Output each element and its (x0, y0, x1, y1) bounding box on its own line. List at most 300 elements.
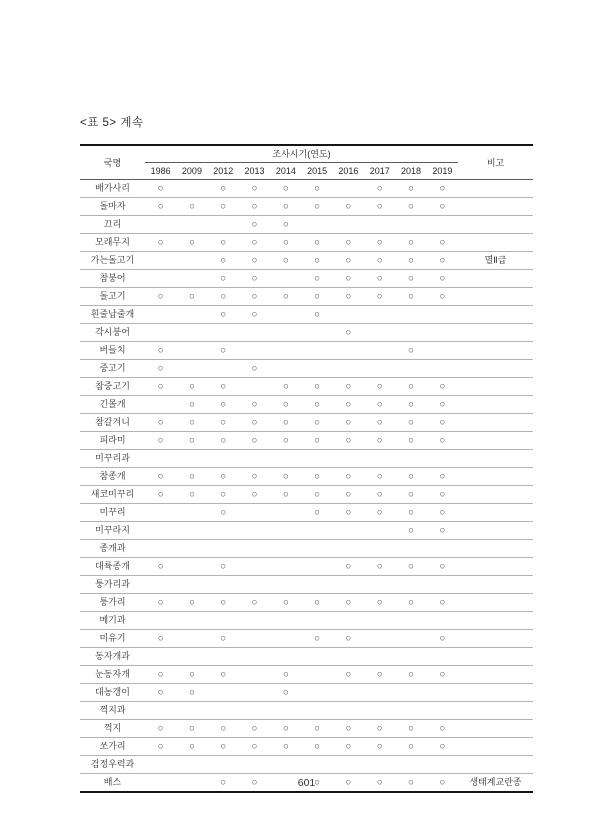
mark-cell (364, 684, 395, 702)
year-header: 2017 (364, 163, 395, 180)
mark-cell (239, 540, 270, 558)
mark-cell: ○ (301, 252, 332, 270)
mark-cell (145, 270, 176, 288)
mark-cell (145, 522, 176, 540)
table-row (80, 450, 533, 468)
mark-cell (270, 558, 301, 576)
mark-cell (301, 684, 332, 702)
mark-cell: ○ (176, 234, 207, 252)
mark-cell (239, 324, 270, 342)
mark-cell: ○ (395, 342, 426, 360)
mark-cell (395, 324, 426, 342)
mark-cell (239, 522, 270, 540)
mark-cell: ○ (270, 288, 301, 306)
mark-cell: ○ (145, 558, 176, 576)
mark-cell (208, 360, 239, 378)
mark-cell (364, 540, 395, 558)
year-header: 2012 (208, 163, 239, 180)
mark-cell: ○ (427, 522, 458, 540)
mark-cell (333, 180, 364, 198)
table-row (80, 702, 533, 720)
mark-cell: ○ (427, 198, 458, 216)
table-row (80, 684, 533, 702)
mark-cell: ○ (270, 468, 301, 486)
table-row (80, 540, 533, 558)
mark-cell (395, 648, 426, 666)
mark-cell: ○ (427, 288, 458, 306)
species-name-cell: 퉁가리 (80, 594, 145, 612)
mark-cell (145, 450, 176, 468)
mark-cell: ○ (208, 468, 239, 486)
mark-cell: ○ (333, 486, 364, 504)
mark-cell: ○ (145, 342, 176, 360)
mark-cell: ○ (333, 198, 364, 216)
remark-cell (458, 306, 533, 324)
mark-cell (427, 540, 458, 558)
mark-cell (301, 522, 332, 540)
mark-cell: ○ (239, 252, 270, 270)
mark-cell (239, 630, 270, 648)
species-name-cell: 모래무지 (80, 234, 145, 252)
mark-cell: ○ (333, 468, 364, 486)
mark-cell (176, 702, 207, 720)
mark-cell (176, 252, 207, 270)
year-header: 2019 (427, 163, 458, 180)
mark-cell (427, 612, 458, 630)
mark-cell (301, 756, 332, 774)
table-row (80, 738, 533, 756)
mark-cell: ○ (395, 396, 426, 414)
species-name-cell: 쏘가리 (80, 738, 145, 756)
mark-cell: ○ (208, 432, 239, 450)
mark-cell: ○ (176, 738, 207, 756)
mark-cell: ○ (176, 288, 207, 306)
mark-cell (145, 216, 176, 234)
table-row (80, 270, 533, 288)
mark-cell: ○ (270, 180, 301, 198)
mark-cell (427, 306, 458, 324)
mark-cell: ○ (208, 270, 239, 288)
mark-cell (395, 360, 426, 378)
mark-cell: ○ (408, 777, 414, 788)
mark-cell (270, 756, 301, 774)
remark-cell (458, 450, 533, 468)
mark-cell (145, 504, 176, 522)
species-name-cell: 배스 (103, 777, 122, 787)
mark-cell: ○ (145, 684, 176, 702)
mark-cell (208, 576, 239, 594)
mark-cell: ○ (176, 666, 207, 684)
mark-cell: ○ (208, 378, 239, 396)
year-header: 1986 (145, 163, 176, 180)
mark-cell (364, 576, 395, 594)
mark-cell (427, 576, 458, 594)
mark-cell: ○ (376, 777, 383, 788)
remark-cell (458, 198, 533, 216)
mark-cell (427, 342, 458, 360)
mark-cell (395, 450, 426, 468)
mark-cell (270, 648, 301, 666)
mark-cell: ○ (395, 486, 426, 504)
remark-cell (458, 558, 533, 576)
page-number: 601 (297, 777, 316, 789)
species-name-cell: 배가사리 (80, 180, 145, 198)
mark-cell: ○ (145, 720, 176, 738)
species-name-cell: 대륙종개 (80, 558, 145, 576)
mark-cell: ○ (301, 180, 332, 198)
mark-cell: ○ (395, 558, 426, 576)
mark-cell (364, 342, 395, 360)
species-name-cell: 돌고기 (80, 288, 145, 306)
mark-cell: ○ (333, 594, 364, 612)
mark-cell (301, 666, 332, 684)
mark-cell: ○ (333, 396, 364, 414)
mark-cell (364, 450, 395, 468)
mark-cell: ○ (208, 720, 239, 738)
mark-cell: ○ (270, 234, 301, 252)
mark-cell (239, 612, 270, 630)
mark-cell: ○ (270, 378, 301, 396)
mark-cell: ○ (270, 216, 301, 234)
remark-cell (458, 648, 533, 666)
mark-cell: ○ (301, 234, 332, 252)
mark-cell (270, 270, 301, 288)
table-row (80, 198, 533, 216)
mark-cell: ○ (239, 288, 270, 306)
mark-cell (333, 648, 364, 666)
mark-cell (145, 306, 176, 324)
mark-cell (208, 756, 239, 774)
mark-cell: ○ (270, 396, 301, 414)
mark-cell: ○ (145, 738, 176, 756)
mark-cell (208, 522, 239, 540)
mark-cell: ○ (145, 666, 176, 684)
species-name-cell: 미꾸라지 (80, 522, 145, 540)
mark-cell (270, 324, 301, 342)
survey-period-header: 조사시기(연도) (145, 145, 458, 163)
mark-cell: ○ (176, 396, 207, 414)
mark-cell: ○ (239, 594, 270, 612)
table-body (80, 180, 533, 793)
species-name-cell: 퉁가리과 (80, 576, 145, 594)
mark-cell (427, 648, 458, 666)
remark-cell (458, 720, 533, 738)
mark-cell: ○ (333, 666, 364, 684)
mark-cell (208, 324, 239, 342)
mark-cell: ○ (395, 288, 426, 306)
mark-cell: ○ (333, 324, 364, 342)
mark-cell: ○ (208, 306, 239, 324)
remark-cell (458, 216, 533, 234)
table-row (80, 720, 533, 738)
mark-cell (176, 324, 207, 342)
mark-cell (145, 540, 176, 558)
mark-cell: ○ (395, 522, 426, 540)
species-name-cell: 꺽지과 (80, 702, 145, 720)
mark-cell: ○ (301, 288, 332, 306)
mark-cell: ○ (176, 720, 207, 738)
remark-cell (458, 504, 533, 522)
mark-cell (176, 180, 207, 198)
table-header (80, 145, 533, 180)
species-name-cell: 각시붕어 (80, 324, 145, 342)
mark-cell: ○ (364, 504, 395, 522)
species-name-cell: 버들치 (80, 342, 145, 360)
year-header: 2013 (239, 163, 270, 180)
table-row (80, 234, 533, 252)
mark-cell: ○ (427, 270, 458, 288)
remark-cell (458, 612, 533, 630)
mark-cell: ○ (301, 432, 332, 450)
mark-cell: ○ (427, 180, 458, 198)
mark-cell: ○ (176, 486, 207, 504)
mark-cell: ○ (364, 486, 395, 504)
remark-cell (458, 576, 533, 594)
species-name-cell: 참중고기 (80, 378, 145, 396)
mark-cell: ○ (427, 468, 458, 486)
mark-cell (239, 450, 270, 468)
year-header: 2014 (270, 163, 301, 180)
mark-cell: ○ (176, 378, 207, 396)
mark-cell (364, 702, 395, 720)
mark-cell (301, 576, 332, 594)
mark-cell: ○ (333, 234, 364, 252)
mark-cell (239, 576, 270, 594)
mark-cell: ○ (176, 432, 207, 450)
mark-cell (395, 216, 426, 234)
species-name-cell: 대농갱이 (80, 684, 145, 702)
species-name-cell: 미꾸리과 (80, 450, 145, 468)
table-row (80, 612, 533, 630)
mark-cell: ○ (145, 594, 176, 612)
mark-cell (145, 396, 176, 414)
remark-cell (458, 342, 533, 360)
mark-cell: ○ (364, 468, 395, 486)
table-row (80, 378, 533, 396)
mark-cell (270, 522, 301, 540)
mark-cell (176, 558, 207, 576)
remark-cell (458, 432, 533, 450)
mark-cell: ○ (239, 486, 270, 504)
mark-cell: ○ (145, 378, 176, 396)
table-row (80, 666, 533, 684)
species-name-cell: 눈동자개 (80, 666, 145, 684)
mark-cell: ○ (270, 414, 301, 432)
table-row (80, 180, 533, 198)
mark-cell: ○ (270, 738, 301, 756)
table-row (80, 306, 533, 324)
mark-cell: ○ (145, 198, 176, 216)
remark-cell (458, 486, 533, 504)
mark-cell (239, 684, 270, 702)
mark-cell (239, 702, 270, 720)
mark-cell (333, 360, 364, 378)
mark-cell (270, 306, 301, 324)
species-name-cell: 메기과 (80, 612, 145, 630)
mark-cell: ○ (301, 396, 332, 414)
mark-cell (333, 450, 364, 468)
species-name-cell: 꺽지 (80, 720, 145, 738)
mark-cell (176, 612, 207, 630)
year-header: 2016 (333, 163, 364, 180)
remark-cell (458, 522, 533, 540)
mark-cell: ○ (364, 198, 395, 216)
mark-cell: ○ (208, 180, 239, 198)
mark-cell (333, 540, 364, 558)
mark-cell (395, 306, 426, 324)
mark-cell (301, 342, 332, 360)
mark-cell (301, 324, 332, 342)
mark-cell: ○ (364, 558, 395, 576)
mark-cell (176, 576, 207, 594)
mark-cell: ○ (364, 180, 395, 198)
mark-cell: ○ (176, 684, 207, 702)
remark-cell (458, 180, 533, 198)
mark-cell (333, 684, 364, 702)
remark-cell (458, 666, 533, 684)
table-row (80, 252, 533, 270)
mark-cell: ○ (220, 777, 227, 788)
species-name-cell: 흰줄납줄개 (80, 306, 145, 324)
mark-cell (364, 360, 395, 378)
mark-cell: ○ (364, 270, 395, 288)
mark-cell: ○ (427, 720, 458, 738)
remark-cell (458, 756, 533, 774)
mark-cell: ○ (395, 198, 426, 216)
remark-cell (458, 396, 533, 414)
mark-cell: ○ (427, 630, 458, 648)
mark-cell: ○ (301, 378, 332, 396)
mark-cell (364, 306, 395, 324)
mark-cell: ○ (427, 558, 458, 576)
mark-cell: ○ (301, 630, 332, 648)
mark-cell (395, 540, 426, 558)
table-row (80, 288, 533, 306)
mark-cell (333, 756, 364, 774)
mark-cell: ○ (333, 504, 364, 522)
mark-cell: ○ (145, 288, 176, 306)
mark-cell: ○ (208, 504, 239, 522)
mark-cell: ○ (208, 558, 239, 576)
mark-cell: ○ (208, 486, 239, 504)
mark-cell (239, 504, 270, 522)
mark-cell: ○ (439, 777, 446, 788)
species-survey-table (80, 144, 533, 793)
mark-cell (145, 324, 176, 342)
mark-cell: ○ (176, 594, 207, 612)
remark-cell (458, 360, 533, 378)
table-row (80, 396, 533, 414)
mark-cell: ○ (333, 630, 364, 648)
mark-cell (239, 378, 270, 396)
species-name-cell: 중고기 (80, 360, 145, 378)
mark-cell: ○ (176, 198, 207, 216)
remark-cell (458, 630, 533, 648)
mark-cell (176, 648, 207, 666)
table-row (80, 432, 533, 450)
mark-cell (145, 702, 176, 720)
mark-cell: ○ (270, 252, 301, 270)
mark-cell: ○ (208, 666, 239, 684)
remark-cell (458, 594, 533, 612)
mark-cell (395, 630, 426, 648)
mark-cell (270, 504, 301, 522)
mark-cell: ○ (270, 666, 301, 684)
mark-cell: ○ (364, 252, 395, 270)
mark-cell: ○ (208, 234, 239, 252)
mark-cell: ○ (239, 414, 270, 432)
mark-cell: ○ (239, 738, 270, 756)
mark-cell (333, 576, 364, 594)
remark-cell (458, 414, 533, 432)
mark-cell (270, 612, 301, 630)
mark-cell (208, 450, 239, 468)
mark-cell: ○ (270, 720, 301, 738)
mark-cell: ○ (301, 270, 332, 288)
mark-cell (176, 270, 207, 288)
mark-cell: ○ (145, 432, 176, 450)
mark-cell: ○ (395, 180, 426, 198)
mark-cell: ○ (145, 486, 176, 504)
table-row (80, 594, 533, 612)
mark-cell: ○ (364, 396, 395, 414)
mark-cell (395, 576, 426, 594)
mark-cell (176, 306, 207, 324)
mark-cell (395, 702, 426, 720)
mark-cell: ○ (364, 594, 395, 612)
mark-cell: ○ (239, 468, 270, 486)
mark-cell (145, 756, 176, 774)
species-name-cell: 참붕어 (80, 270, 145, 288)
mark-cell: ○ (301, 486, 332, 504)
mark-cell: ○ (333, 738, 364, 756)
header-row-top (80, 145, 533, 163)
mark-cell (333, 702, 364, 720)
mark-cell: ○ (301, 594, 332, 612)
table-row (80, 414, 533, 432)
mark-cell (208, 648, 239, 666)
remark-cell (458, 738, 533, 756)
mark-cell: ○ (395, 414, 426, 432)
mark-cell (395, 684, 426, 702)
mark-cell: ○ (364, 720, 395, 738)
remark-cell: 생태계교란종 (469, 777, 522, 787)
mark-cell (176, 522, 207, 540)
mark-cell: ○ (239, 360, 270, 378)
species-name-cell: 끄리 (80, 216, 145, 234)
mark-cell (145, 648, 176, 666)
mark-cell: ○ (145, 630, 176, 648)
mark-cell: ○ (239, 234, 270, 252)
mark-cell: ○ (208, 342, 239, 360)
mark-cell: ○ (208, 630, 239, 648)
mark-cell: ○ (364, 288, 395, 306)
remark-cell (458, 270, 533, 288)
mark-cell: ○ (333, 270, 364, 288)
mark-cell: ○ (176, 414, 207, 432)
remark-cell (458, 378, 533, 396)
table-row (80, 648, 533, 666)
mark-cell: ○ (145, 180, 176, 198)
mark-cell: ○ (364, 234, 395, 252)
mark-cell: ○ (239, 432, 270, 450)
mark-cell: ○ (395, 504, 426, 522)
mark-cell: ○ (301, 504, 332, 522)
mark-cell: ○ (270, 198, 301, 216)
mark-cell: ○ (145, 360, 176, 378)
remark-cell (458, 684, 533, 702)
mark-cell (333, 306, 364, 324)
